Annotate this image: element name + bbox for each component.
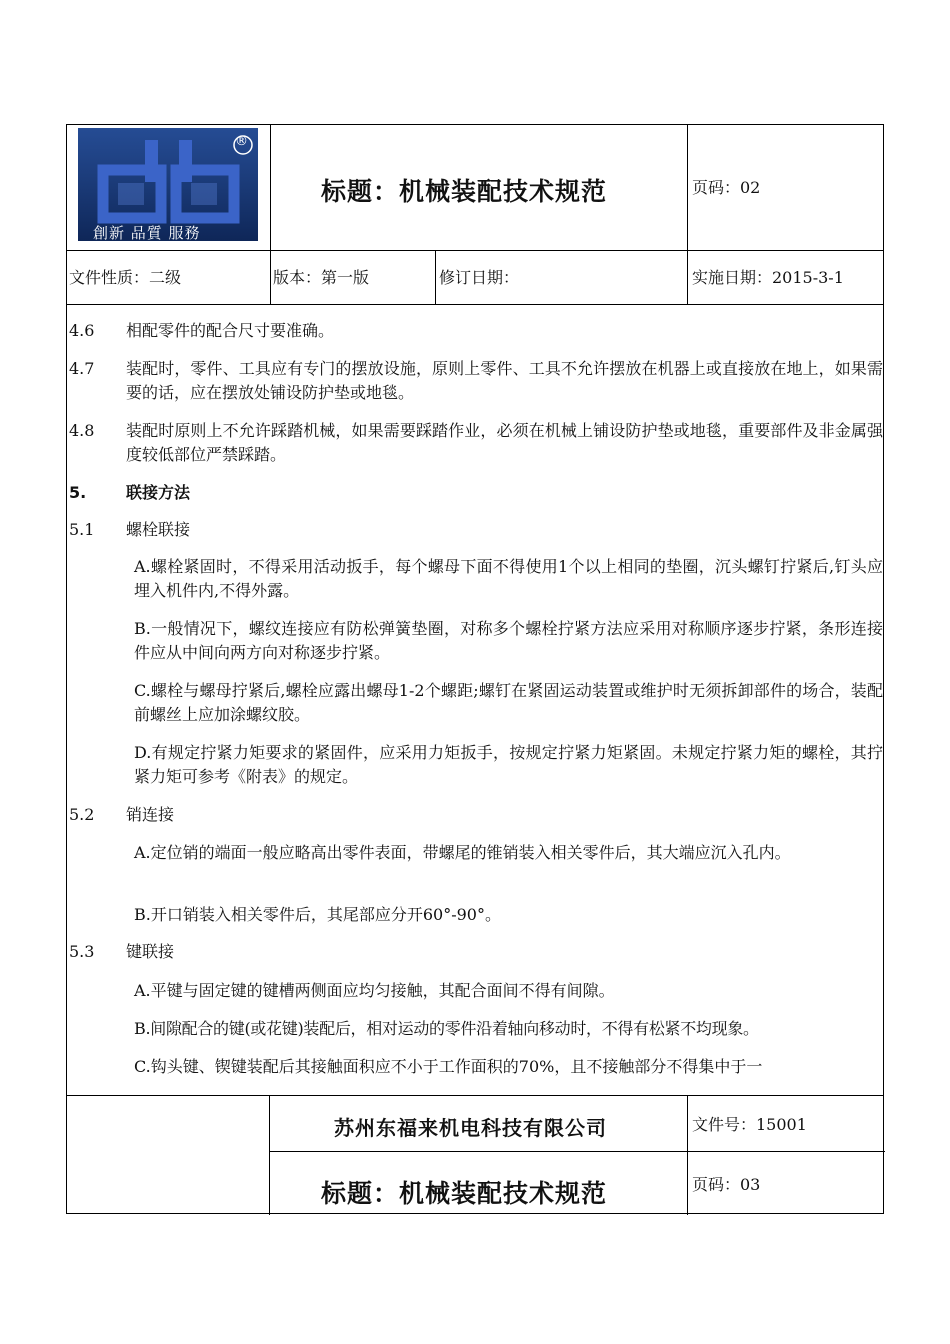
company-name: 苏州东福来机电科技有限公司 (334, 1116, 607, 1140)
footer-divider (67, 1095, 883, 1096)
section-number: 5. (69, 483, 87, 502)
header-col-divider-1 (270, 125, 271, 250)
section-number: 4.7 (69, 359, 95, 378)
page-number: 页码：02 (692, 178, 761, 197)
section-number: 5.3 (69, 942, 95, 961)
logo-slogan: 創新 品質 服務 (93, 224, 201, 242)
meta-col-divider-3 (687, 250, 688, 304)
doc-nature: 文件性质：二级 (69, 268, 182, 287)
page-title: 标题：机械装配技术规范 (321, 177, 608, 206)
section-text: 销连接 (126, 805, 175, 824)
section-number: 5.1 (69, 520, 95, 539)
footer-col-divider-1 (269, 1095, 270, 1215)
section-text: 键联接 (126, 942, 175, 961)
section-text: 装配时，零件、工具应有专门的摆放设施，原则上零件、工具不允许摆放在机器上或直接放在地上，如果需要的话，应在摆放处铺设防护垫或地毯。 (126, 359, 883, 402)
section-text: 装配时原则上不允许踩踏机械，如果需要踩踏作业，必须在机械上铺设防护垫或地毯，重要部件及非金属强度较低部位严禁踩踏。 (126, 421, 883, 464)
next-page-number: 页码：03 (692, 1175, 761, 1194)
footer-col-divider-2 (687, 1095, 688, 1215)
meta-col-divider-1 (270, 250, 271, 304)
revision-date: 修订日期： (439, 268, 520, 287)
clause-5-1-a: A.螺栓紧固时，不得采用活动扳手，每个螺母下面不得使用1个以上相同的垫圈，沉头螺钉拧紧后,钉头应埋入机件内,不得外露。 (134, 557, 883, 600)
document-page (66, 124, 884, 1214)
footer-inner-divider (270, 1151, 885, 1152)
doc-version: 版本：第一版 (273, 268, 370, 287)
header-col-divider-2 (687, 125, 688, 250)
section-text: 相配零件的配合尺寸要准确。 (126, 321, 335, 340)
document-body (67, 305, 885, 1095)
header-divider (67, 250, 883, 251)
next-page-title: 标题：机械装配技术规范 (321, 1179, 608, 1208)
clause-5-2-a: A.定位销的端面一般应略高出零件表面，带螺尾的锥销装入相关零件后，其大端应沉入孔内。 (134, 843, 791, 862)
effective-date: 实施日期：2015-3-1 (692, 268, 844, 287)
clause-5-3-b: B.间隙配合的键(或花键)装配后，相对运动的零件沿着轴向移动时，不得有松紧不均现象。 (134, 1019, 759, 1038)
section-text: 螺栓联接 (126, 520, 191, 539)
company-logo (78, 128, 258, 241)
clause-5-1-c: C.螺栓与螺母拧紧后,螺栓应露出螺母1-2个螺距;螺钉在紧固运动装置或维护时无须拆卸部件的场合，装配前螺丝上应加涂螺纹胶。 (134, 681, 883, 724)
clause-5-3-c: C.钩头键、锲键装配后其接触面积应不小于工作面积的70%，且不接触部分不得集中于一 (134, 1057, 763, 1076)
clause-5-1-b: B.一般情况下，螺纹连接应有防松弹簧垫圈，对称多个螺栓拧紧方法应采用对称顺序逐步拧紧，条形连接件应从中间向两方向对称逐步拧紧。 (134, 619, 883, 662)
registered-mark: ® (235, 134, 248, 149)
clause-5-1-d: D.有规定拧紧力矩要求的紧固件，应采用力矩扳手，按规定拧紧力矩紧固。未规定拧紧力矩的螺栓，其拧紧力矩可参考《附表》的规定。 (134, 743, 883, 786)
section-number: 4.8 (69, 421, 95, 440)
clause-5-3-a: A.平键与固定键的键槽两侧面应均匀接触，其配合面间不得有间隙。 (134, 981, 615, 1000)
section-number: 4.6 (69, 321, 95, 340)
meta-col-divider-2 (435, 250, 436, 304)
section-number: 5.2 (69, 805, 95, 824)
section-text: 联接方法 (126, 483, 191, 502)
file-number: 文件号：15001 (692, 1115, 807, 1134)
clause-5-2-b: B.开口销装入相关零件后，其尾部应分开60°-90°。 (134, 905, 501, 924)
